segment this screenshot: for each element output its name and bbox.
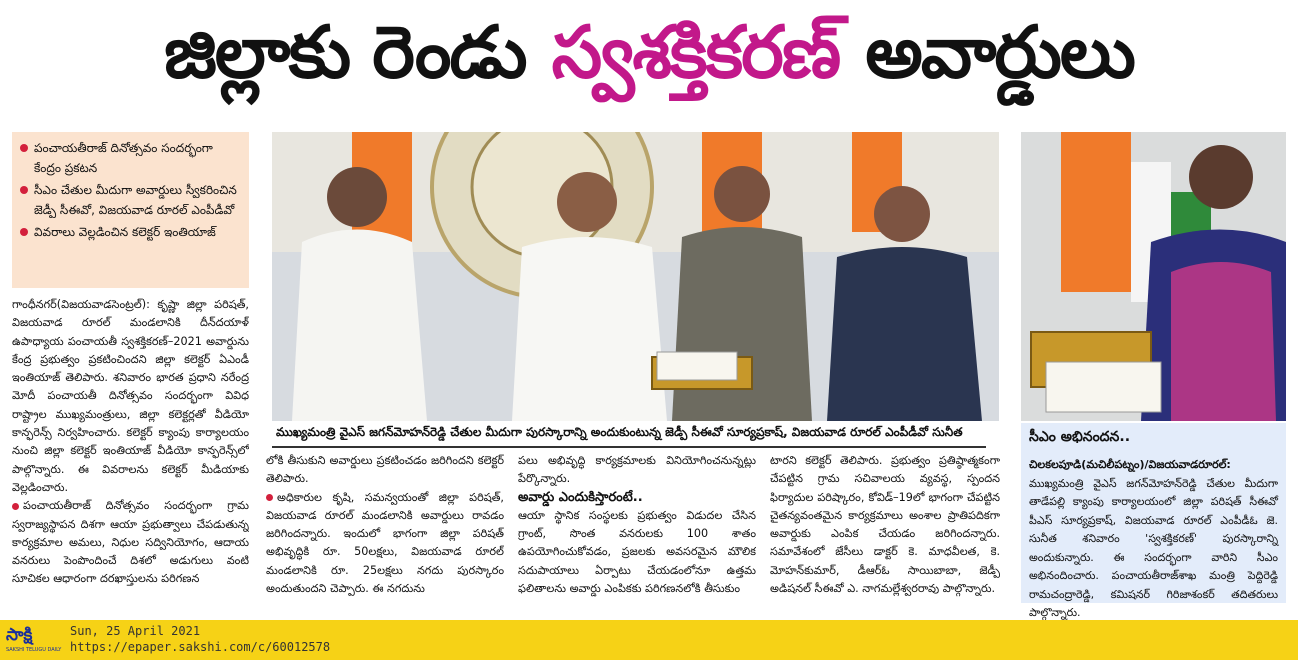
right-box-title: సీఎం అభినందన..	[1029, 429, 1131, 445]
main-photo	[272, 132, 999, 421]
highlight-item	[18, 138, 243, 178]
right-box-dateline: చిలకలపూడి(మచిలీపట్నం)/విజయవాడరూరల్:	[1029, 458, 1231, 471]
article-paragraph: పంచాయతీరాజ్ దినోత్సవం సందర్భంగా గ్రామ స్వరాజ్యస్థాపన దిశగా ఆయా ప్రభుత్వాలు చేపడుతున్న కార్యక్రమాల అమలు, నిధుల సద్వినియోగం, ఆదాయ వనరులు పెంపొందించే దిశలో అడుగులు వంటి సూచికల ఆధారంగా దరఖాస్తులను పరిగణన	[12, 499, 249, 586]
article-paragraph: గాంధీనగర్(విజయవాడసెంట్రల్): కృష్ణా జిల్లా పరిషత్, విజయవాడ రూరల్ మండలానికి దీన్‌దయాళ్ ఉపాధ్యాయ పంచాయతీ స్వశక్తికరణ్–2021 అవార్డును కేంద్ర ప్రభుత్వం ప్రకటించిందని జిల్లా కలెక్టర్ ఏఎండీ ఇంతియాజ్ తెలిపారు. శనివారం భారత ప్రధాని నరేంద్ర మోదీ పంచాయతీ దినోత్సవం సందర్భంగా వివిధ రాష్ట్రాల ముఖ్యమంత్రులు, జిల్లా కలెక్టర్లతో వీడియో కాన్ఫరెన్స్ నిర్వహించారు. కలెక్టర్ క్యాంపు కార్యాలయం నుంచి జిల్లా కలెక్టర్ ఇంతియాజ్ వీడియో కాన్ఫరెన్స్‌లో పాల్గొన్నారు. ఈ వివరాలను కలెక్టర్ మీడియాకు వెల్లడించారు.	[12, 298, 249, 494]
officer-with-award-photo	[1021, 132, 1286, 421]
article-column-1	[12, 296, 249, 608]
right-box-body	[1029, 456, 1278, 623]
highlight-item	[18, 222, 243, 242]
highlight-text: సీఎం చేతుల మీదుగా అవార్డులు స్వీకరించిన జెడ్పీ సీఈవో, విజయవాడ రూరల్ ఎంపీడీవో	[34, 183, 237, 217]
bullet-dot-icon	[266, 494, 273, 501]
bullet-dot-icon	[20, 228, 28, 236]
footer-bar	[0, 620, 1298, 660]
article-paragraph: లోకి తీసుకుని అవార్డులు ప్రకటించడం జరిగిందని కలెక్టర్ తెలిపారు.	[266, 454, 504, 486]
epaper-link[interactable]: https://epaper.sakshi.com/c/60012578	[70, 640, 331, 654]
highlight-text: వివరాలు వెల్లడించిన కలెక్టర్ ఇంతియాజ్	[34, 225, 216, 239]
bullet-dot-icon	[12, 503, 19, 510]
logo-subtext: SAKSHI TELUGU DAILY	[6, 647, 62, 653]
edition-date: Sun, 25 April 2021	[70, 624, 201, 638]
logo-text: సాక్షి	[6, 625, 33, 645]
article-paragraph-bullet	[12, 497, 249, 588]
footer-info	[70, 623, 330, 655]
article-column-2	[266, 452, 504, 608]
award-ceremony-photo	[272, 132, 999, 421]
bullet-dot-icon	[20, 186, 28, 194]
article-column-3	[518, 452, 756, 608]
article-paragraph: పలు అభివృద్ధి కార్యక్రమాలకు వినియోగించనున్నట్లు పేర్కొన్నారు.	[518, 454, 756, 486]
highlight-item	[18, 180, 243, 220]
right-photo	[1021, 132, 1286, 421]
cm-congratulation-box	[1021, 423, 1286, 619]
article-paragraph-bullet	[266, 489, 504, 599]
photo-caption-text: ముఖ్యమంత్రి వైఎస్ జగన్‌మోహన్‌రెడ్డి చేతుల మీదుగా పురస్కారాన్ని అందుకుంటున్న జెడ్పీ సీఈవో సూర్యప్రకాష్, విజయవాడ రూరల్ ఎంపీడీవో సునీత	[276, 425, 963, 439]
sakshi-logo	[6, 624, 62, 656]
right-box-text: ముఖ్యమంత్రి వైఎస్ జగన్‌మోహన్‌రెడ్డి చేతుల మీదుగా తాడేపల్లి క్యాంపు కార్యాలయంలో జిల్లా పరిషత్ సీఈవో పీఎస్ సూర్యప్రకాష్, విజయవాడ రూరల్ ఎంపీడీఓ జె. సునీత శనివారం 'స్వశక్తికరణ్' పురస్కారాన్ని అందుకున్నారు. ఈ సందర్భంగా వారిని సీఎం అభినందించారు. పంచాయతీరాజ్‌శాఖ మంత్రి పెద్దిరెడ్డి రామచంద్రారెడ్డి, కమిషనర్ గిరిజాశంకర్ తదితరులు పాల్గొన్నారు.	[1029, 476, 1278, 619]
headline-part-3: అవార్డులు	[865, 10, 1134, 94]
article-paragraph: టారని కలెక్టర్ తెలిపారు. ప్రభుత్వం ప్రతిష్ఠాత్మకంగా చేపట్టిన గ్రామ సచివాలయ వ్యవస్థ, స్పందన ఫిర్యాదుల పరిష్కారం, కోవిడ్–19లో భాగంగా చేపట్టిన చైతన్యవంతమైన కార్యక్రమాలు అంశాల ప్రాతిపదికగా అవార్డుకు ఎంపిక చేయడం జరిగిందన్నారు. సమావేశంలో జేసీలు డాక్టర్ కె. మాధవీలత, కె. మోహన్‌కుమార్, డీఆర్‌ఓ సాయిబాబా, జెడ్పీ అడిషనల్ సీఈవో ఎ. నాగమల్లేశ్వరరావు పాల్గొన్నారు.	[770, 454, 1000, 596]
headline	[0, 0, 1298, 122]
highlight-text: పంచాయతీరాజ్ దినోత్సవం సందర్భంగా కేంద్రం ప్రకటన	[34, 141, 213, 175]
bullet-dot-icon	[20, 144, 28, 152]
article-paragraph: అధికారుల కృషి, సమన్వయంతో జిల్లా పరిషత్, విజయవాడ రూరల్ మండలానికి అవార్డులు రావడం జరిగిందన్నారు. ఇందులో భాగంగా జిల్లా పరిషత్ అభివృద్ధికి రూ. 50లక్షలు, విజయవాడ రూరల్ మండలానికి రూ. 25లక్షలు నగదు పురస్కారం అందుతుందని చెప్పారు. ఈ నగదును	[266, 490, 504, 596]
article-subheading: అవార్డు ఎందుకిస్తారంటే..	[518, 489, 643, 505]
article-paragraph: ఆయా స్థానిక సంస్థలకు ప్రభుత్వం విడుదల చేసిన గ్రాంట్, సొంత వనరులకు 100 శాతం ఉపయోగించుకోవడం, ప్రజలకు అవసరమైన మౌలిక సదుపాయాలు ఏర్పాటు చేయడంలోనూ ఉత్తమ ఫలితాలను అవార్డు ఎంపికకు పరిగణనలోకి తీసుకుం	[518, 508, 756, 596]
photo-caption	[272, 421, 986, 448]
highlights-box	[12, 132, 249, 288]
article-column-4	[770, 452, 1000, 608]
headline-part-2: స్వశక్తికరణ్	[551, 10, 840, 94]
headline-part-1: జిల్లాకు రెండు	[164, 10, 526, 94]
